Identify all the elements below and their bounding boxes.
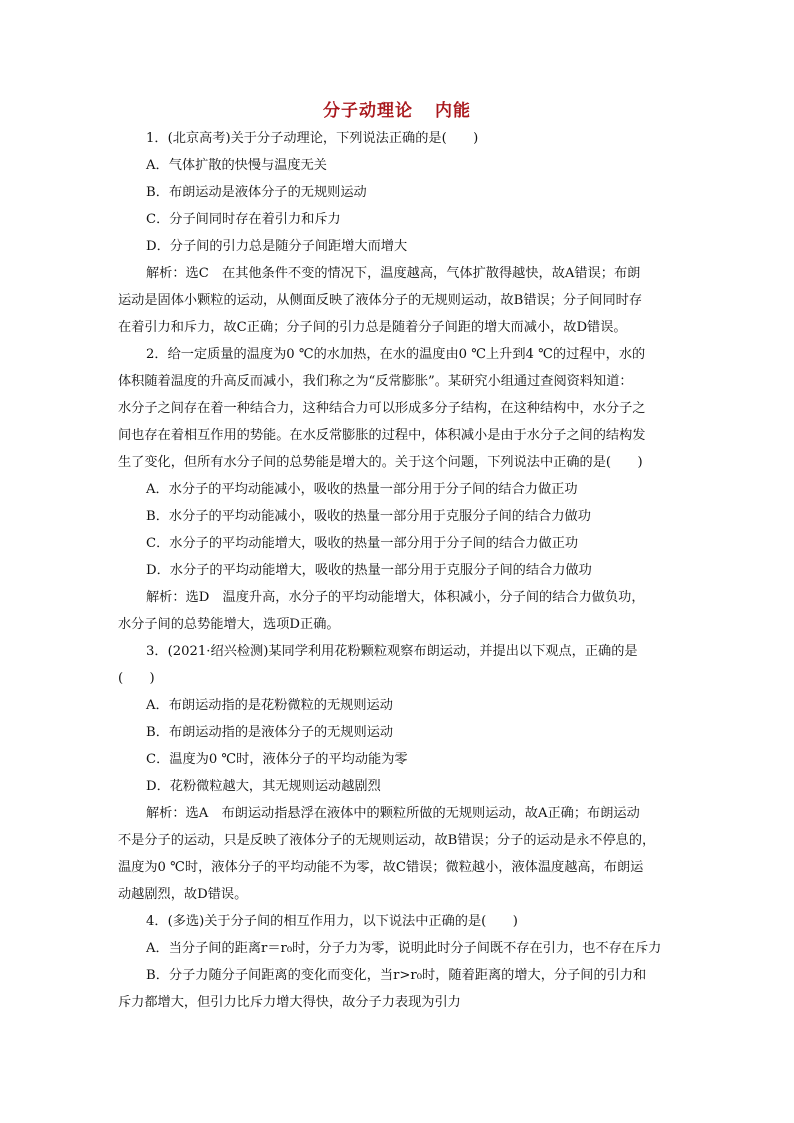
page-title	[0, 96, 794, 121]
q3-analysis-line-3: 温度为0 ℃时，液体分子的平均动能不为零，故C错误；微粒越小，液体温度越高，布朗运	[118, 860, 644, 875]
q1-analysis-line-2: 运动是固体小颗粒的运动，从侧面反映了液体分子的无规则运动，故B错误；分子间同时存	[118, 293, 642, 308]
title-part-1: 分子动理论	[323, 101, 413, 121]
title-part-2: 内能	[435, 101, 471, 121]
q3-analysis-line-2: 不是分子的运动，只是反映了液体分子的无规则运动，故B错误；分子的运动是永不停息的，	[118, 833, 656, 848]
question-2-stem-line-2: 体积随着温度的升高反而减小，我们称之为“反常膨胀”。某研究小组通过查阅资料知道：	[118, 374, 633, 389]
question-2-stem-line-1: 2．给一定质量的温度为0 ℃的水加热，在水的温度由0 ℃上升到4 ℃的过程中，水的	[146, 347, 646, 362]
q3-analysis-line-4: 动越剧烈，故D错误。	[118, 887, 248, 902]
q2-analysis-line-2: 水分子间的总势能增大，选项D正确。	[118, 617, 340, 632]
q3-option-a: A．布朗运动指的是花粉微粒的无规则运动	[146, 698, 393, 713]
question-2-stem-line-5: 生了变化，但所有水分子间的总势能是增大的。关于这个问题，下列说法中正确的是( )	[118, 455, 643, 470]
q3-option-b: B．布朗运动指的是液体分子的无规则运动	[146, 725, 394, 740]
q3-option-c: C．温度为0 ℃时，液体分子的平均动能为零	[146, 752, 408, 767]
q4-option-b-line-1: B．分子力随分子间距离的变化而变化，当r>r₀时，随着距离的增大，分子间的引力和	[146, 968, 647, 983]
q1-option-c: C．分子间同时存在着引力和斥力	[146, 212, 341, 227]
question-3-stem-line-2: ( )	[118, 671, 155, 686]
q1-option-d: D．分子间的引力总是随分子间距增大而增大	[146, 239, 408, 254]
q1-analysis-line-3: 在着引力和斥力，故C正确；分子间的引力总是随着分子间距的增大而减小，故D错误。	[118, 320, 627, 335]
q4-option-b-line-2: 斥力都增大，但引力比斥力增大得快，故分子力表现为引力	[118, 995, 461, 1010]
question-2-stem-line-3: 水分子之间存在着一种结合力，这种结合力可以形成多分子结构，在这种结构中，水分子之	[118, 401, 646, 416]
q1-analysis-line-1: 解析：选C 在其他条件不变的情况下，温度越高，气体扩散得越快，故A错误；布朗	[146, 266, 641, 281]
q2-option-d: D．水分子的平均动能增大，吸收的热量一部分用于克服分子间的结合力做功	[146, 563, 592, 578]
question-4-stem: 4．(多选)关于分子间的相互作用力，以下说法中正确的是( )	[146, 914, 518, 929]
q1-option-a: A．气体扩散的快慢与温度无关	[146, 158, 327, 173]
q2-analysis-line-1: 解析：选D 温度升高，水分子的平均动能增大，体积减小，分子间的结合力做负功，	[146, 590, 645, 605]
q2-option-c: C．水分子的平均动能增大，吸收的热量一部分用于分子间的结合力做正功	[146, 536, 579, 551]
q2-option-a: A．水分子的平均动能减小，吸收的热量一部分用于分子间的结合力做正功	[146, 482, 578, 497]
q1-option-b: B．布朗运动是液体分子的无规则运动	[146, 185, 367, 200]
q4-option-a: A．当分子间的距离r＝r₀时，分子力为零，说明此时分子间既不存在引力，也不存在斥力	[146, 941, 662, 956]
q2-option-b: B．水分子的平均动能减小，吸收的热量一部分用于克服分子间的结合力做功	[146, 509, 591, 524]
question-3-stem-line-1: 3．(2021·绍兴检测)某同学利用花粉颗粒观察布朗运动，并提出以下观点，正确的是	[146, 644, 638, 659]
q3-option-d: D．花粉微粒越大，其无规则运动越剧烈	[146, 779, 381, 794]
question-1-stem: 1．(北京高考)关于分子动理论，下列说法正确的是( )	[146, 131, 479, 146]
q3-analysis-line-1: 解析：选A 布朗运动指悬浮在液体中的颗粒所做的无规则运动，故A正确；布朗运动	[146, 806, 640, 821]
question-2-stem-line-4: 间也存在着相互作用的势能。在水反常膨胀的过程中，体积减小是由于水分子之间的结构发	[118, 428, 646, 443]
